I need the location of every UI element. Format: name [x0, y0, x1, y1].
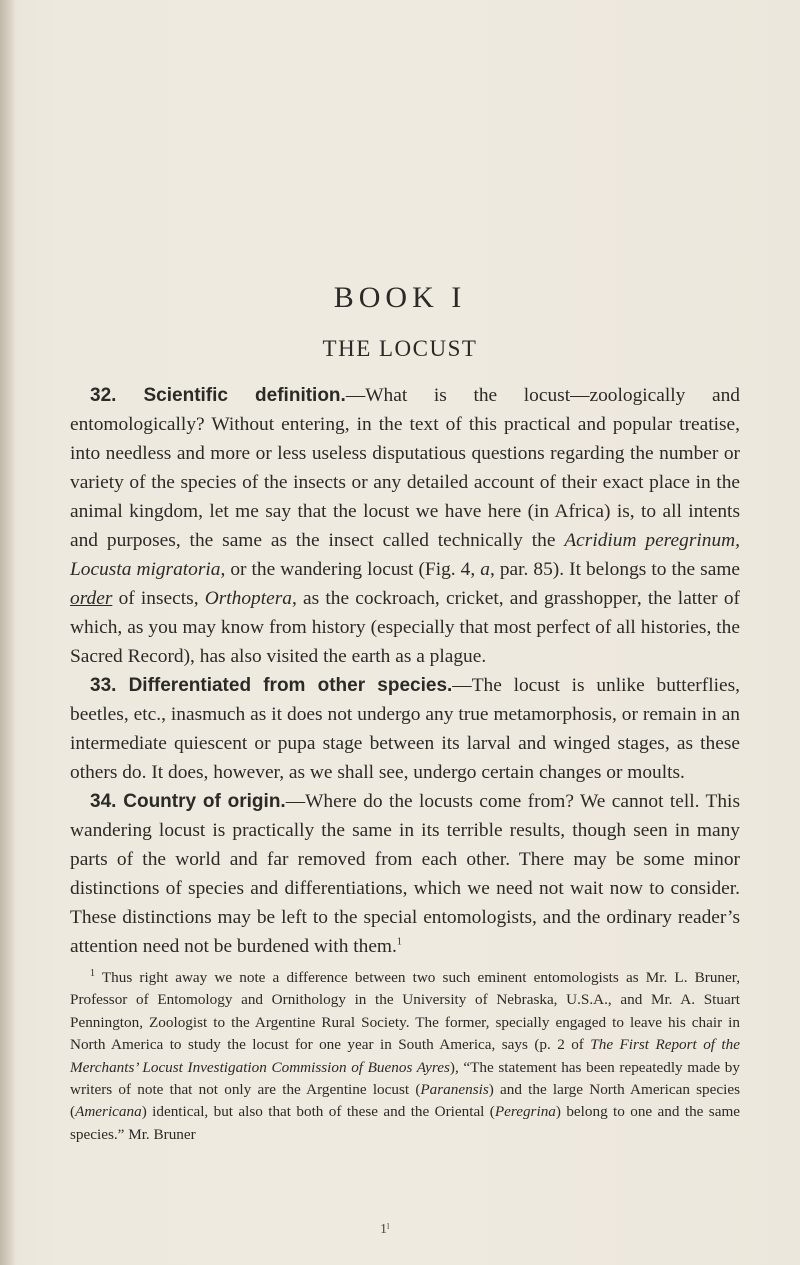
- book-number-heading: BOOK I: [333, 281, 467, 314]
- chapter-title: THE LOCUST: [322, 336, 478, 361]
- section-32: 32. Scientific definition.—What is the locust—zoologically and entomologically? Without entering, in the text of this practical and popular treatise, into needless and more or less useless disputatious questions regarding the number or variety of the species of the insects or any detailed account of their exact place in the animal kingdom, let me say that the locust we have here (in Africa) is, to all intents and purposes, the same as the insect called technically the Acridium peregrinum, Locusta migratoria, or the wandering locust (Fig. 4, a, par. 85). It belongs to the same order of insects, Orthoptera, as the cockroach, cricket, and grasshopper, the latter of which, as you may know from history (especially that most perfect of all histories, the Sacred Record), has also visited the earth as a plague.: [70, 385, 741, 667]
- section-heading: 34. Country of origin.: [90, 791, 286, 812]
- footnote-1: $^1$ Thus right away we note a difference between two such eminent entomologists as Mr. L. Bruner, Professor of Entomology and Ornithology in the University of Nebraska, U.S.A., and Mr. A. Stuart Pennington, Zoologist to the Argentine Rural Society. The former, specially engaged to leave his chair in North America to study the locust for one year in South America, says (p. 2 of The First Report of the Merchants’ Locust Investigation Commission of Buenos Ayres), “The statement has been repeatedly made by writers of note that not only are the Argentine locust (Paranensis) and the large North American species (Americana) identical, but also that both of these and the Oriental (Peregrina) belong to one and the same species.” Mr. Bruner: [70, 967, 741, 1143]
- section-heading: 32. Scientific definition.: [90, 385, 346, 406]
- section-heading: 33. Differentiated from other species.: [90, 675, 453, 696]
- section-33: 33. Differentiated from other species.—The locust is unlike butterflies, beetles, etc., inasmuch as it does not undergo any true metamorphosis, or remain in an intermediate quiescent or pupa stage between its larval and winged stages, as these others do. It does, however, as we shall see, undergo certain changes or moults.: [70, 675, 740, 783]
- footnote-block: [70, 967, 740, 1146]
- page-binding-edge: [0, 0, 14, 1265]
- footnote-marker: 1: [396, 936, 402, 948]
- section-34: 34. Country of origin.—Where do the locusts come from? We cannot tell. This wandering locust is practically the same in its terrible results, though seen in many parts of the world and far removed from each other. There may be some minor distinctions of species and differentiations, which we need not wait now to consider. These distinctions may be left to the special entomologists, and the ordinary reader’s attention need not be burdened with them.$^1$: [70, 791, 740, 957]
- main-text: [70, 381, 740, 961]
- printer-signature-mark: 1ˡ: [380, 1222, 390, 1237]
